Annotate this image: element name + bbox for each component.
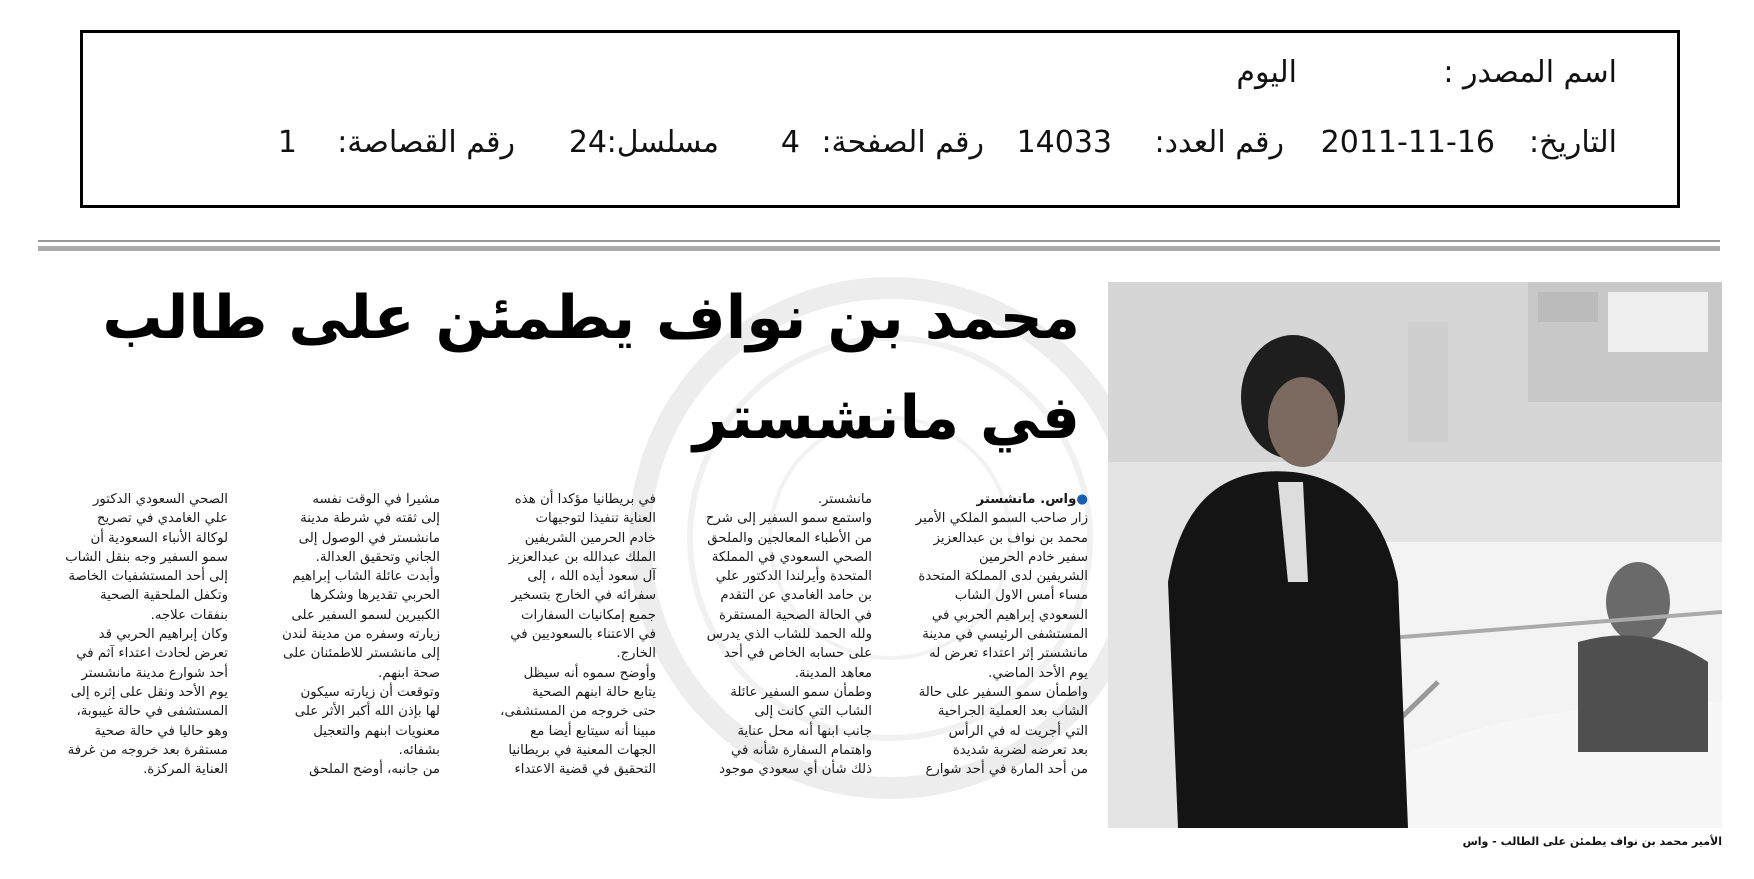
column-line: خادم الحرمين الشريفين [524,530,656,546]
column-line: وأبدت عائلة الشاب إبراهيم [292,569,440,585]
article-column-4 [252,490,440,779]
column-line: إلى ثقته في شرطة مدينة [300,511,440,527]
column-line: مانشستر إثر اعتداء تعرض له [929,646,1088,662]
photo-caption: الأمير محمد بن نواف يطمئن على الطالب - واس [1462,835,1722,848]
column-line: العناية تنفيذا لتوجيهات [535,511,656,527]
bullet-dot-icon: ● [1076,492,1088,507]
column-line: على حسابه الخاص في أحد [723,646,872,662]
column-line: حتى خروجه من المستشفى، [500,704,656,720]
headline-line-1: محمد بن نواف يطمئن على طالب [102,283,1080,353]
dateline [900,490,1088,509]
column-line: يوم الأحد ونقل على إثره إلى [70,684,228,700]
column-line: المستشفى في حالة غيبوبة، [76,704,228,720]
column-line: سمو السفير وجه بنقل الشاب [65,549,228,565]
article-column-1 [900,490,1088,779]
column-line: معنويات ابنهم والتعجيل [313,723,440,739]
column-line: الخارج. [616,646,656,662]
column-line: في الاعتناء بالسعوديين في [510,627,656,643]
column-line: الشريفين لدى المملكة المتحدة [918,569,1088,585]
article-column-3 [468,490,656,779]
column-line: وكان إبراهيم الحربي قد [98,627,228,643]
column-line: الملك عبدالله بن عبدالعزيز [508,549,656,565]
column-line: صحة ابنهم. [378,665,440,681]
column-line: في الحالة الصحية المستقرة [718,607,872,623]
column-line: بشفائه. [398,742,440,758]
column-line: المتحدة وأيرلندا الدكتور علي [715,569,872,585]
date-label: التاريخ: [1529,125,1617,160]
column-line: يتابع حالة ابنهم الصحية [531,684,656,700]
column-line: بن حامد الغامدي عن التقدم [720,588,872,604]
column-line: جميع إمكانيات السفارات [521,607,656,623]
column-line: محمد بن نواف بن عبدالعزيز [933,530,1088,546]
hospital-photo-icon [1108,282,1722,828]
column-line: سفرائه في الخارج بتسخير [511,588,656,604]
page-value: 4 [780,125,800,160]
column-line: مانشستر. [817,492,872,507]
headline-line-2: في مانشستر [692,383,1080,453]
column-line: وطمأن سمو السفير عائلة [730,684,872,700]
column-line: من الأطباء المعالجين والملحق [707,530,872,546]
column-line: مبينا أنه سيتابع أيضا مع [530,723,656,739]
column-line: بعد تعرضه لضربة شديدة [952,742,1088,758]
column-line: جانب ابنها أنه محل عناية [737,723,872,739]
column-line: واهتمام السفارة شأنه في [730,742,872,758]
issue-label: رقم العدد: [1154,125,1284,160]
column-line: ذلك شأن أي سعودي موجود [719,762,872,778]
top-rule [38,240,1720,242]
column-line: السعودي إبراهيم الحربي في [931,607,1088,623]
dateline-text: واس. مانشستر [976,492,1077,507]
column-line: مساء أمس الاول الشاب [954,588,1088,604]
column-line: العناية المركزة. [143,762,228,778]
column-line: الصحي السعودي الدكتور [93,492,228,507]
column-line: الجاني وتحقيق العدالة. [315,549,440,565]
article-column-2 [684,490,872,779]
date-value: 2011-11-16 [1320,125,1495,160]
column-line: في بريطانيا مؤكدا أن هذه [514,492,656,507]
column-line: تعرض لحادث اعتداء آثم في [76,646,228,662]
source-label: اسم المصدر : [1443,55,1617,90]
column-line: التي أجريت له في الرأس [948,723,1088,739]
column-line: مانشستر في الوصول إلى [298,530,440,546]
column-line: زيارته وسفره من مدينة لندن [282,627,440,643]
column-line: إلى مانشستر للاطمئنان على [283,646,440,662]
column-line: الجهات المعنية في بريطانيا [508,742,656,758]
column-line: الصحي السعودي في المملكة [711,549,872,565]
source-value: اليوم [1236,55,1297,90]
column-line: إلى أحد المستشفيات الخاصة [68,569,228,585]
clipping-info-box [80,30,1680,208]
column-line: آل سعود أيده الله ، إلى [527,569,656,585]
clip-label: رقم القصاصة: [337,125,515,160]
column-line: وتكفل الملحقية الصحية [99,588,228,604]
column-line: سفير خادم الحرمين [978,549,1088,565]
top-rule-thick [38,246,1720,251]
column-line: علي الغامدي في تصريح [96,511,228,527]
column-line: الحربي تقديرها وشكرها [310,588,440,604]
column-line: المستشفى الرئيسي في مدينة [922,627,1088,643]
column-line: الشاب بعد العملية الجراحية [937,704,1088,720]
column-line: الكبيرين لسمو السفير على [291,607,440,623]
column-line: واطمأن سمو السفير على حالة [918,684,1088,700]
column-line: وتوقعت أن زيارته سيكون [300,684,440,700]
column-line: وأوضح سموه أنه سيظل [523,665,656,681]
column-line: من جانبه، أوضح الملحق [309,762,440,778]
column-line: معاهد المدينة. [794,665,872,681]
column-line: ولله الحمد للشاب الذي يدرس [706,627,872,643]
column-line: الشاب التي كانت إلى [754,704,872,720]
column-line: واستمع سمو السفير إلى شرح [705,511,872,527]
clip-value: 1 [277,125,297,160]
serial-label: مسلسل: [606,125,719,160]
column-line: لوكالة الأنباء السعودية أن [90,530,228,546]
column-line: لها بإذن الله أكبر الأثر على [294,704,440,720]
issue-value: 14033 [1016,125,1112,160]
column-line: من أحد المارة في أحد شوارع [925,762,1088,778]
column-line: يوم الأحد الماضي. [988,665,1088,681]
column-line: أحد شوارع مدينة مانشستر [81,665,228,681]
column-line: مشيرا في الوقت نفسه [312,492,440,507]
column-line: مستقرة بعد خروجه من غرفة [67,742,228,758]
column-line: التحقيق في قضية الاعتداء [514,762,656,778]
article-column-5 [40,490,228,779]
column-line: زار صاحب السمو الملكي الأمير [915,511,1088,527]
article-photo [1108,282,1722,828]
serial-value: 24 [568,125,607,160]
page-label: رقم الصفحة: [821,125,984,160]
column-line: وهو حاليا في حالة صحية [94,723,228,739]
column-line: بنفقات علاجه. [150,607,228,623]
